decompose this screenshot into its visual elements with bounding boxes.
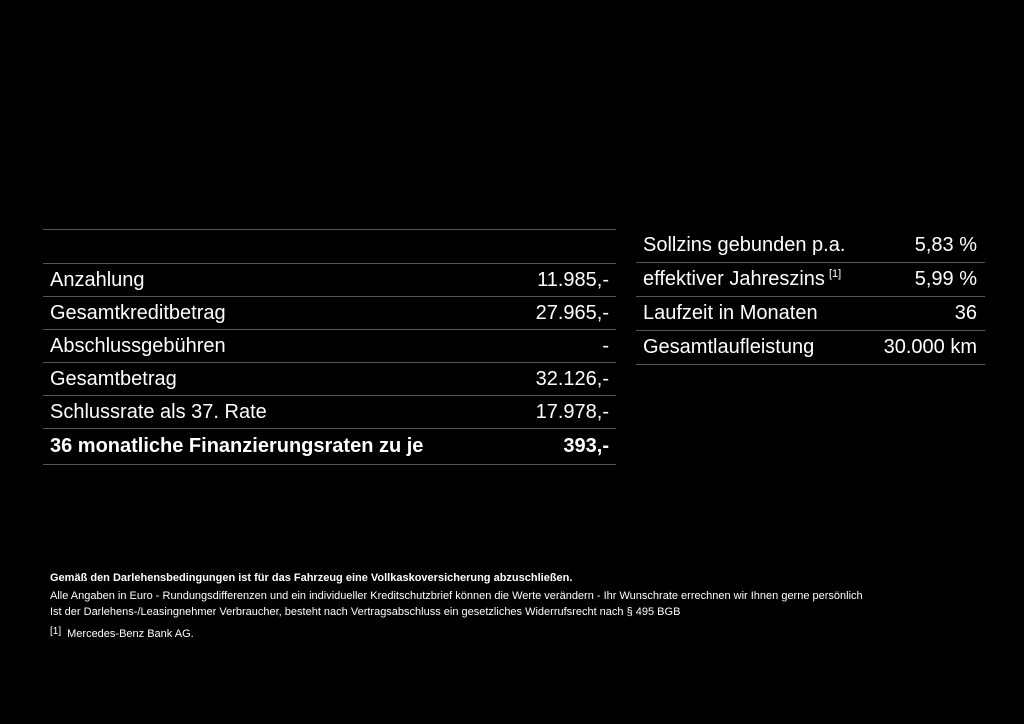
row-label: effektiver Jahreszins [1] bbox=[643, 268, 842, 290]
row-value: 17.978,- bbox=[535, 400, 609, 423]
monthly-rate-row bbox=[43, 429, 616, 465]
row-label: Abschlussgebühren bbox=[50, 334, 226, 357]
row-value: 5,83 % bbox=[914, 234, 977, 256]
table-row bbox=[636, 229, 985, 263]
row-label: Gesamtkreditbetrag bbox=[50, 301, 226, 324]
row-label: Gesamtlaufleistung bbox=[643, 336, 815, 358]
monthly-rate-label: 36 monatliche Finanzierungsraten zu je bbox=[50, 435, 424, 457]
table-row bbox=[636, 263, 985, 297]
row-value: 30.000 km bbox=[883, 336, 977, 358]
table-row bbox=[43, 396, 616, 429]
withdrawal-notice: Ist der Darlehens-/Leasingnehmer Verbraucher, besteht nach Vertragsabschluss ein gesetzliches Widerrufsrecht nach § 495 BGB bbox=[50, 606, 681, 618]
disclaimer-line: Alle Angaben in Euro - Rundungsdifferenzen und ein individueller Kreditschutzbrief können die Werte verändern - Ihr Wunschrate errechnen wir Ihnen gerne persönlich bbox=[50, 590, 863, 602]
row-value: - bbox=[602, 334, 609, 357]
row-value: 32.126,- bbox=[535, 367, 609, 390]
table-row bbox=[43, 297, 616, 330]
table-row bbox=[636, 331, 985, 365]
table-row bbox=[43, 330, 616, 363]
row-value: 27.965,- bbox=[535, 301, 609, 324]
row-label: Schlussrate als 37. Rate bbox=[50, 400, 267, 423]
table-row bbox=[43, 264, 616, 297]
row-label: Laufzeit in Monaten bbox=[643, 302, 818, 324]
footnote-ref: [1] bbox=[828, 268, 842, 281]
insurance-notice: Gemäß den Darlehensbedingungen ist für das Fahrzeug eine Vollkaskoversicherung abzuschließen. bbox=[50, 572, 573, 584]
financing-table bbox=[43, 229, 616, 465]
row-label: Gesamtbetrag bbox=[50, 367, 177, 390]
row-label: Sollzins gebunden p.a. bbox=[643, 234, 846, 256]
row-value: 36 bbox=[954, 302, 977, 324]
monthly-rate-value: 393,- bbox=[563, 435, 609, 457]
table-row bbox=[43, 363, 616, 396]
interest-table bbox=[636, 229, 985, 365]
table-header-row bbox=[43, 230, 616, 264]
table-row bbox=[636, 297, 985, 331]
row-label: Anzahlung bbox=[50, 268, 145, 291]
footnote-mark: [1] bbox=[50, 626, 62, 637]
footnote bbox=[50, 626, 1000, 642]
legal-footer bbox=[50, 570, 1000, 642]
row-value: 11.985,- bbox=[537, 268, 609, 291]
row-value: 5,99 % bbox=[914, 268, 977, 290]
footnote-text: Mercedes-Benz Bank AG. bbox=[67, 628, 194, 640]
